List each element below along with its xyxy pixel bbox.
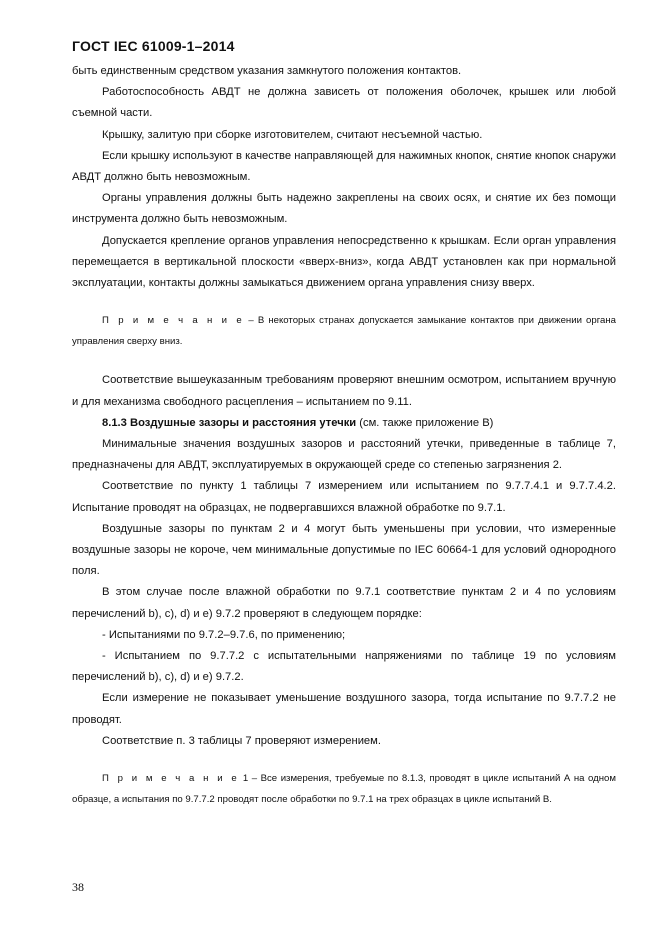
paragraph: Если измерение не показывает уменьшение воздушного зазора, тогда испытание по 9.7.7.2 не проводят.	[72, 692, 616, 726]
note-label: П р и м е ч а н и е	[102, 315, 245, 327]
list-item: - Испытаниями по 9.7.2–9.7.6, по применению;	[102, 628, 346, 641]
paragraph: Минимальные значения воздушных зазоров и расстояний утечки, приведенные в таблице 7, предназначены для АВДТ, эксплуатируемых в окружающей среде со степенью загрязнения 2.	[72, 438, 616, 472]
paragraph: Допускается крепление органов управления непосредственно к крышкам. Если орган управления перемещается в вертикальной плоскости «вверх-вниз», когда АВДТ установлен как при нормальной эксплуатации, контакты должны замыкаться движением органа управления снизу вверх.	[72, 234, 616, 290]
paragraph: Воздушные зазоры по пунктам 2 и 4 могут быть уменьшены при условии, что измеренные воздушные зазоры не короче, чем минимальные допустимые по IEC 60664-1 для условий однородного поля.	[72, 522, 616, 578]
paragraph: Соответствие по пункту 1 таблицы 7 измерением или испытанием по 9.7.7.4.1 и 9.7.7.4.2. Испытание проводят на образцах, не подвергавшихся влажной обработке по 9.7.1.	[72, 480, 616, 514]
paragraph: Крышку, залитую при сборке изготовителем, считают несъемной частью.	[102, 128, 483, 141]
section-heading-tail: (см. также приложение В)	[356, 416, 494, 429]
note-text: 1 – Все измерения, требуемые по 8.1.3, проводят в цикле испытаний А на одном образце, а испытания по 9.7.7.2 проводят после обработки по 9.7.1 на трех образцах в цикле испытаний В.	[72, 773, 616, 805]
paragraph: Если крышку используют в качестве направляющей для нажимных кнопок, снятие кнопок снаружи АВДТ должно быть невозможным.	[72, 149, 616, 184]
paragraph: быть единственным средством указания замкнутого положения контактов.	[72, 65, 462, 77]
paragraph: Работоспособность АВДТ не должна зависеть от положения оболочек, крышек или любой съемной части.	[72, 86, 616, 120]
document-header: ГОСТ IEC 61009-1–2014	[72, 38, 235, 54]
note	[72, 769, 616, 810]
document-body	[72, 61, 616, 810]
paragraph: В этом случае после влажной обработки по 9.7.1 соответствие пунктам 2 и 4 по условиям перечислений b), c), d) и e) 9.7.2 проверяют в следующем порядке:	[72, 586, 616, 620]
section-heading	[72, 413, 616, 434]
paragraph: Органы управления должны быть надежно закреплены на своих осях, и снятие их без помощи инструмента должно быть невозможным.	[72, 192, 616, 226]
note-text: – В некоторых странах допускается замыкание контактов при движении органа управления сверху вниз.	[72, 315, 616, 347]
paragraph: Соответствие п. 3 таблицы 7 проверяют измерением.	[102, 734, 381, 747]
note-label: П р и м е ч а н и е	[102, 773, 240, 785]
note	[72, 311, 616, 352]
list-item: - Испытанием по 9.7.7.2 с испытательными напряжениями по таблице 19 по условиям перечислений b), c), d) и e) 9.7.2.	[72, 650, 616, 684]
paragraph: Соответствие вышеуказанным требованиям проверяют внешним осмотром, испытанием вручную и для механизма свободного расцепления – испытанием по 9.11.	[72, 374, 616, 408]
section-heading-title: 8.1.3 Воздушные зазоры и расстояния утечки	[102, 416, 357, 429]
page-number: 38	[72, 880, 84, 894]
